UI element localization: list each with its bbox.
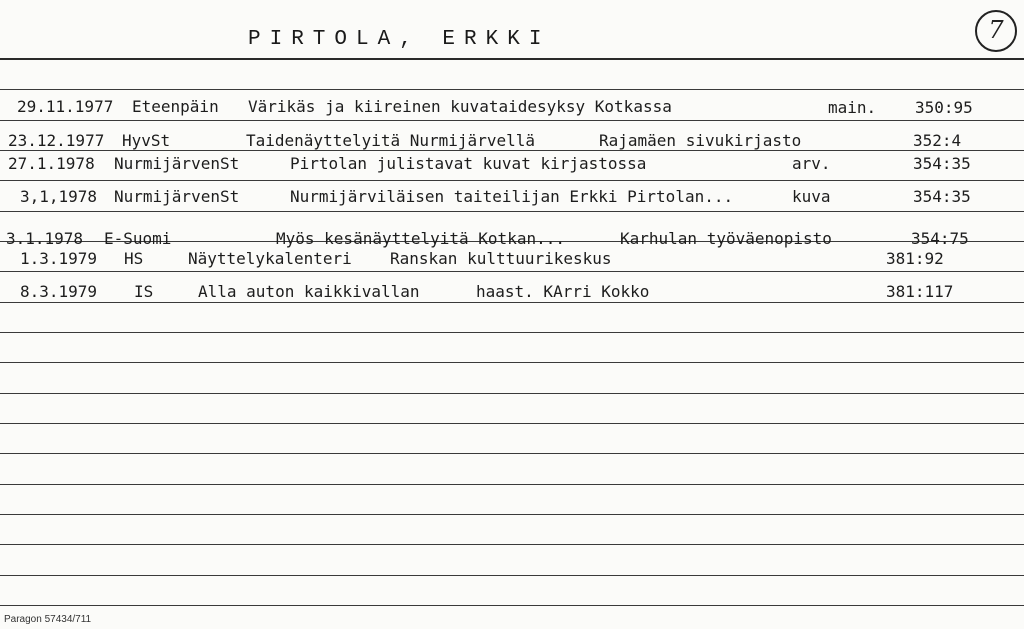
entry-note: kuva [792,187,831,206]
entry-title: Pirtolan julistavat kuvat kirjastossa [290,154,647,173]
entry-ref: 350:95 [915,98,973,117]
entry-title: Nurmijärviläisen taiteilijan Erkki Pirtolan... [290,187,734,206]
entry-ref: 354:35 [913,187,971,206]
entry-note: Ranskan kulttuurikeskus [390,249,612,268]
entry-ref: 354:75 [911,229,969,248]
entry-ref: 354:35 [913,154,971,173]
entry-date: 1.3.1979 [20,249,98,268]
entry-date: 23.12.1977 [8,131,105,150]
entry-date: 3,1,1978 [20,187,98,206]
entry-note: main. [828,98,877,117]
entry-date: 8.3.1979 [20,282,98,301]
entry-ref: 352:4 [913,131,962,150]
entry-date: 3.1.1978 [6,229,84,248]
card-number-circle: 7 [975,10,1017,52]
entry-date: 29.11.1977 [17,97,114,116]
entry-source: Eteenpäin [132,97,219,116]
entry-source: E-Suomi [104,229,172,248]
entry-source: HyvSt [122,131,171,150]
print-code: Paragon 57434/711 [4,614,92,625]
entry-ref: 381:117 [886,282,954,301]
entry-source: IS [134,282,154,301]
entry-title: Taidenäyttelyitä Nurmijärvellä [246,131,535,150]
entry-source: NurmijärvenSt [114,187,240,206]
entry-title: Alla auton kaikkivallan [198,282,420,301]
entry-date: 27.1.1978 [8,154,95,173]
entry-ref: 381:92 [886,249,944,268]
entry-source: HS [124,249,144,268]
entry-note: haast. KArri Kokko [476,282,650,301]
card-title: PIRTOLA, ERKKI [248,28,551,51]
entry-source: NurmijärvenSt [114,154,240,173]
entry-note: arv. [792,154,831,173]
entry-title: Myös kesänäyttelyitä Kotkan... [276,229,565,248]
entry-title: Värikäs ja kiireinen kuvataidesyksy Kotkassa [248,97,672,116]
entry-title: Näyttelykalenteri [188,249,352,268]
entry-note: Rajamäen sivukirjasto [599,131,802,150]
entry-note: Karhulan työväenopisto [620,229,832,248]
